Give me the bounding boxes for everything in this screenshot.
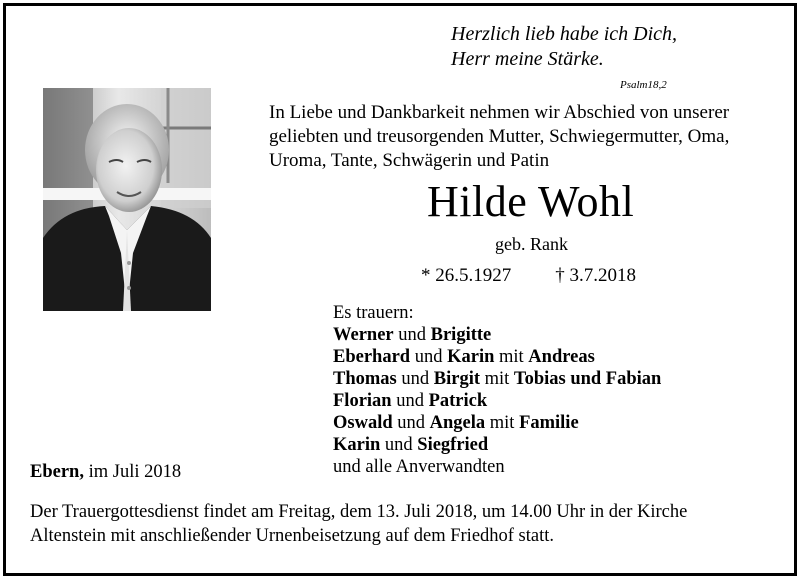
mourner-connector: und	[392, 413, 430, 433]
mourner-name: Brigitte	[430, 325, 492, 345]
intro-line: In Liebe und Dankbarkeit nehmen wir Abschied von unserer	[269, 102, 730, 123]
mourner-line	[333, 456, 661, 478]
verse-line: Herzlich lieb habe ich Dich,	[451, 23, 678, 45]
mourner-connector: und	[410, 347, 448, 367]
mourner-connector: mit	[485, 413, 520, 433]
service-line: Altenstein mit anschließender Urnenbeisetzung auf dem Friedhof statt.	[30, 526, 555, 546]
mourners-list	[333, 302, 661, 478]
mourner-name: Siegfried	[417, 435, 489, 455]
verse-line: Herr meine Stärke.	[451, 48, 604, 70]
mourner-line	[333, 390, 661, 412]
mourner-connector: und	[396, 369, 434, 389]
mourner-name: Tobias und Fabian	[513, 369, 662, 389]
bible-verse	[451, 22, 677, 72]
mourner-name: Eberhard	[333, 347, 411, 367]
mourner-name: Familie	[519, 413, 579, 433]
birth-date: * 26.5.1927	[421, 265, 512, 286]
intro-text	[269, 101, 729, 173]
mourner-connector: und alle Anverwandten	[333, 457, 505, 477]
mourner-line	[333, 346, 661, 368]
life-dates	[421, 265, 636, 287]
mourner-name: Oswald	[333, 413, 393, 433]
portrait-photo	[43, 88, 211, 311]
mourner-connector: mit	[494, 347, 529, 367]
service-line: Der Trauergottesdienst findet am Freitag, dem 13. Juli 2018, um 14.00 Uhr in der Kirche	[30, 502, 688, 522]
mourner-name: Karin	[333, 435, 381, 455]
mourner-line	[333, 412, 661, 434]
mourner-name: Thomas	[333, 369, 397, 389]
death-date: † 3.7.2018	[555, 265, 636, 286]
date: im Juli 2018	[83, 462, 182, 482]
intro-line: Uroma, Tante, Schwägerin und Patin	[269, 150, 550, 171]
mourner-line	[333, 434, 661, 456]
mourner-connector: und	[380, 435, 418, 455]
mourner-name: Karin	[447, 347, 495, 367]
mourner-connector: mit	[480, 369, 514, 389]
intro-line: geliebten und treusorgenden Mutter, Schwiegermutter, Oma,	[269, 126, 730, 147]
mourner-connector: und	[393, 325, 431, 345]
mourner-name: Andreas	[528, 347, 595, 367]
mourner-line	[333, 324, 661, 346]
place: Ebern,	[30, 462, 84, 482]
mourner-name: Werner	[333, 325, 394, 345]
verse-reference: Psalm18,2	[620, 79, 667, 91]
deceased-name: Hilde Wohl	[427, 177, 635, 226]
mourner-line	[333, 368, 661, 390]
mourner-name: Florian	[333, 391, 392, 411]
maiden-name: geb. Rank	[495, 234, 568, 254]
mourner-name: Birgit	[433, 369, 480, 389]
mourner-connector: und	[391, 391, 429, 411]
mourner-name: Patrick	[428, 391, 488, 411]
mourner-name: Angela	[429, 413, 486, 433]
service-info	[30, 500, 687, 548]
mourners-heading: Es trauern:	[333, 303, 414, 323]
place-date	[30, 462, 181, 483]
